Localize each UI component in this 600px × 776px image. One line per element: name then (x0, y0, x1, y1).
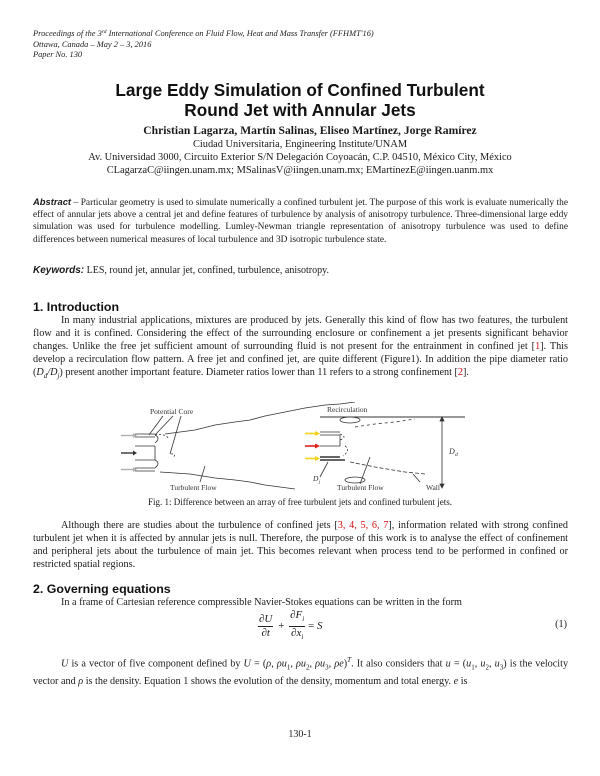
label-turbulent-flow-right: Turbulent Flow (337, 483, 384, 490)
math-u-vector: U (243, 658, 251, 670)
section-heading-introduction: 1. Introduction (33, 300, 120, 314)
figure-caption: Fig. 1: Difference between an array of free turbulent jets and confined turbulent jets. (148, 497, 452, 507)
equation-1: $\frac{\partial U}{\partial t}$ + $\frac{\partial F_i}{\partial x_i}$ = S (258, 609, 322, 644)
abstract (33, 196, 568, 246)
intro-paragraph-1 (33, 314, 568, 384)
keywords (33, 264, 568, 277)
conference-line (33, 29, 374, 40)
title-line-2: Round Jet with Annular Jets (184, 100, 416, 120)
abstract-label: Abstract (33, 196, 72, 207)
diameter-ratio-math: $D_d/D_j$ (36, 367, 60, 381)
abstract-text: – Particular geometry is used to simulate numerically a confined turbulent jet. The purpose of this work is evaluate numerically the effect of annular jets above a central jet and define features of turbulence by analysis of anisotropy turbulence. Three-dimensional large eddy simulation was used for turbulence modelling. Lumley-Newman triangle representation of anisotropy turbulence was used to define differences between numerical measures of local turbulence and 3D isotropic turbulence state. (33, 198, 568, 245)
conference-name-suffix: International Conference on Fluid Flow, Heat and Mass Transfer (FFHMT'16) (106, 29, 374, 38)
dfi-dxi-fraction: $\frac{\partial F_i}{\partial x_i}$ (290, 609, 305, 642)
equations-intro: In a frame of Cartesian reference compressible Navier-Stokes equations can be written in the form (61, 597, 462, 608)
text-run: ], information related with strong confined turbulent jet when it is affected by annular jets is null. Therefore, the purpose of this work is to analyse the effect of confinement and peripheral jets about the turbulence of main jet. This becomes relevant when process tend to be performed in confined or restricted spatial regions. (33, 520, 569, 571)
equations-paragraph: U is a vector of five component defined by U = (ρ, $\rho u_1$, $\rho u_2$, $\rho u_3$, ρe)$^T$. It also considers that $u = (u_1$, $u_2$, $u_3$) is the velocity vector and ρ is the density. Equation 1 shows the evolution of the density, momentum and total energy. e is (33, 656, 569, 687)
affiliation-address: Av. Universidad 3000, Circuito Exterior S/N Delegación Coyoacán, C.P. 04510, México City, México (88, 152, 512, 163)
label-wall: Wall (426, 483, 440, 490)
svg-text:d: d (455, 452, 458, 458)
conference-name-prefix: Proceedings of the 3 (33, 29, 102, 38)
label-recirculation: Recirculation (327, 405, 368, 414)
math-u: U (61, 658, 69, 670)
title-line-1: Large Eddy Simulation of Confined Turbulent (115, 80, 485, 100)
text-run: ]. This develop a recirculation flow pattern. A free jet and confined jet, are quite different (Figure1). In addition the pipe diameter ratio ( (33, 341, 568, 379)
citation-link[interactable]: 1 (535, 341, 541, 353)
section-heading-governing-equations: 2. Governing equations (33, 582, 171, 596)
text-run: In many industrial applications, mixtures are produced by jets. Generally this kind of flow has two features, the turbulent flow and it is confined. Considering the effect of the surrounding enclosure or confinement a jet presents significant behavior changes. Unlike the free jet sufficient amount of surrounding fluid is not present for the entrainment in confined jet [ (33, 315, 568, 353)
confined-jet-arrows (305, 431, 320, 461)
conference-header (33, 29, 374, 61)
label-turbulent-flow-left: Turbulent Flow (170, 483, 217, 490)
text-run: ]. (462, 367, 469, 379)
intro-paragraph-2 (33, 519, 568, 571)
affiliation (0, 138, 600, 177)
text-run: is a vector of five component defined by (68, 658, 244, 670)
affiliation-institute: Ciudad Universitaria, Engineering Institute/UNAM (192, 139, 408, 150)
author-emails: CLagarzaC@iingen.unam.mx; MSalinasV@iingen.unam.mx; EMartínezE@iingen.uanm.mx (106, 165, 494, 176)
label-dj: D (313, 474, 319, 483)
figure-1 (115, 402, 495, 490)
equation-number: (1) (555, 619, 567, 630)
citation-links[interactable]: 3, 4, 5, 6, 7 (337, 520, 389, 531)
label-dd: D (449, 447, 455, 456)
text-run: . It also considers that (351, 658, 446, 670)
ordinal-suffix: rd (101, 29, 107, 35)
conference-location: Ottawa, Canada – May 2 – 3, 2016 (33, 39, 152, 49)
confined-jets-diagram (312, 405, 465, 490)
label-potential-core: Potential Core (150, 407, 194, 416)
text-run: is (458, 675, 468, 687)
page-number: 130-1 (288, 729, 312, 740)
keywords-label: Keywords: (33, 265, 85, 276)
citation-link[interactable]: 2 (457, 367, 463, 379)
authors: Christian Lagarza, Martín Salinas, Eliseo Martínez, Jorge Ramírez (143, 124, 477, 137)
text-run: is the density. Equation 1 shows the evolution of the density, momentum and total energy. (83, 675, 454, 687)
text-run: is the velocity vector and (33, 658, 569, 687)
text-run: Although there are studies about the turbulence of confined jets [ (61, 520, 338, 531)
keywords-text: LES, round jet, annular jet, confined, turbulence, anisotropy. (84, 265, 329, 276)
svg-text:j: j (319, 480, 321, 485)
du-dt-fraction: $\frac{\partial U}{\partial t}$ (259, 613, 273, 640)
jet-diagram (115, 402, 495, 490)
paper-title (0, 80, 600, 120)
free-jet-arrows (121, 433, 137, 472)
text-run: ) present another important feature. Diameter ratios lower than 11 refers to a strong confinement [ (59, 367, 458, 379)
paper-number: Paper No. 130 (33, 50, 83, 60)
